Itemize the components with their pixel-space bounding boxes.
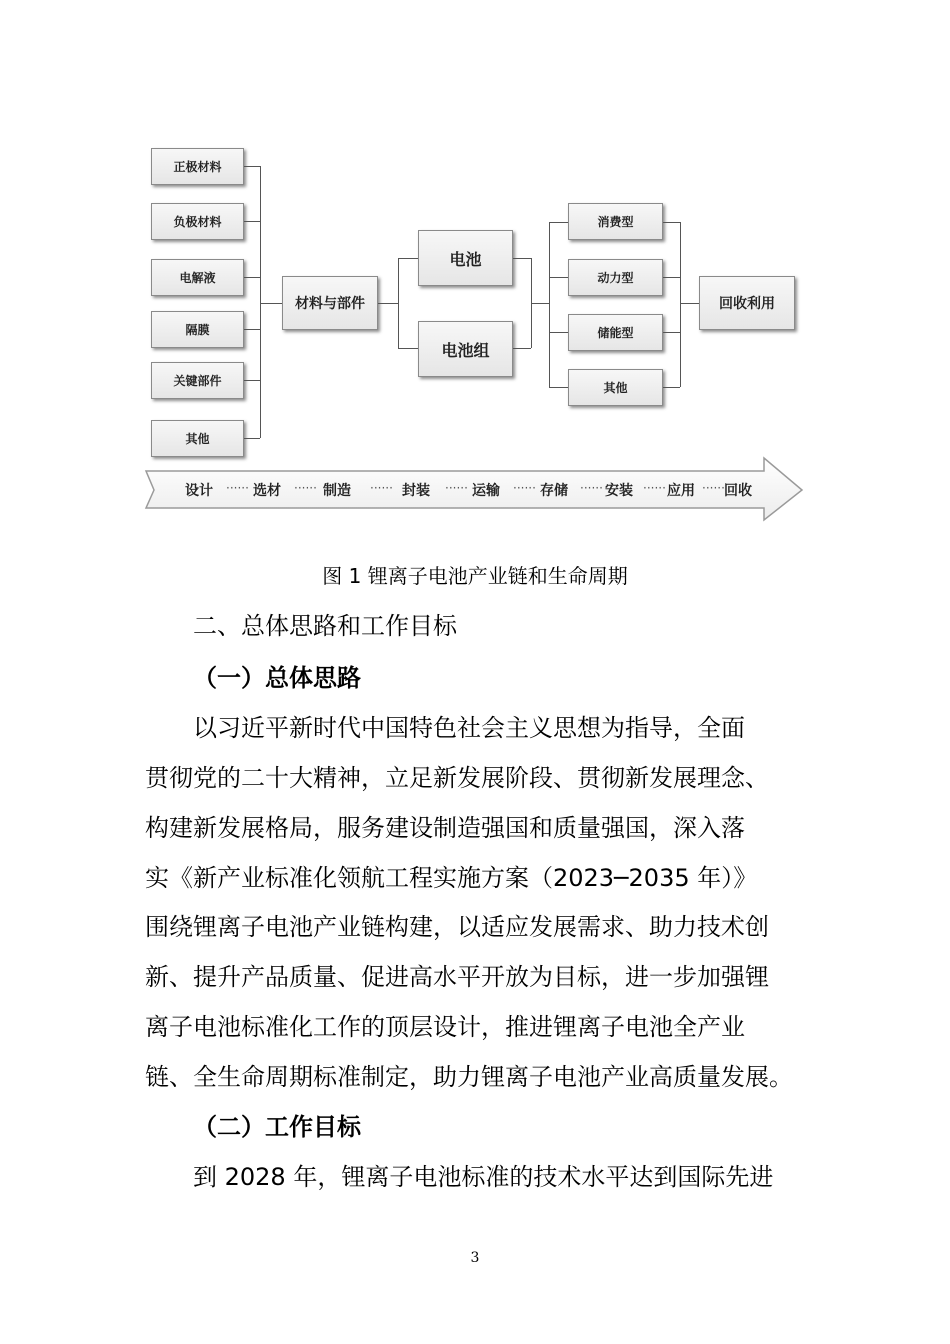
subsection-heading: （二）工作目标 — [193, 1113, 361, 1141]
battery-pack-node: 电池组 — [418, 321, 513, 377]
subsection-heading: （一）总体思路 — [193, 664, 361, 692]
paragraph-line: 新、提升产品质量、促进高水平开放为目标，进一步加强锂 — [145, 963, 769, 991]
material-node: 正极材料 — [151, 148, 244, 185]
connector — [398, 348, 418, 349]
application-node: 动力型 — [568, 259, 663, 296]
material-node: 关键部件 — [151, 362, 244, 399]
connector — [680, 303, 699, 304]
connector — [663, 277, 680, 278]
connector — [549, 387, 568, 388]
connector — [244, 277, 260, 278]
material-node: 其他 — [151, 420, 244, 457]
lifecycle-stage: 封装 — [402, 483, 430, 499]
material-node: 隔膜 — [151, 311, 244, 348]
industry-chain-diagram — [140, 140, 810, 525]
connector — [513, 258, 531, 259]
lifecycle-stage: 存储 — [540, 483, 568, 499]
lifecycle-stage: 制造 — [323, 483, 351, 499]
recycle-node: 回收利用 — [699, 276, 795, 330]
connector — [513, 348, 531, 349]
dotted-separator: ······ — [513, 481, 536, 495]
application-node: 消费型 — [568, 203, 663, 240]
connector — [549, 222, 568, 223]
application-node: 其他 — [568, 369, 663, 406]
connector — [244, 329, 260, 330]
connector — [244, 438, 260, 439]
dotted-separator: ······ — [445, 481, 468, 495]
battery-node: 电池 — [418, 230, 513, 286]
lifecycle-stage: 运输 — [472, 483, 500, 499]
material-node: 负极材料 — [151, 203, 244, 240]
connector — [260, 166, 261, 438]
lifecycle-stage: 设计 — [185, 483, 213, 499]
connector — [244, 380, 260, 381]
paragraph-line: 到 2028 年，锂离子电池标准的技术水平达到国际先进 — [193, 1163, 774, 1191]
lifecycle-stage: 回收 — [724, 483, 752, 499]
paragraph-line: 围绕锂离子电池产业链构建，以适应发展需求、助力技术创 — [145, 913, 769, 941]
dotted-separator: ······ — [580, 481, 603, 495]
paragraph-line: 贯彻党的二十大精神，立足新发展阶段、贯彻新发展理念、 — [145, 764, 769, 792]
connector — [378, 303, 398, 304]
dotted-separator: ······ — [226, 481, 249, 495]
connector — [663, 332, 680, 333]
paragraph-line: 离子电池标准化工作的顶层设计，推进锂离子电池全产业 — [145, 1013, 745, 1041]
figure-caption: 图 1 锂离子电池产业链和生命周期 — [322, 564, 628, 588]
paragraph-line: 链、全生命周期标准制定，助力锂离子电池产业高质量发展。 — [145, 1063, 793, 1091]
connector — [244, 166, 260, 167]
lifecycle-stage: 安装 — [605, 483, 633, 499]
connector — [531, 303, 549, 304]
connector — [244, 221, 260, 222]
connector — [398, 258, 399, 348]
lifecycle-stage: 应用 — [667, 483, 695, 499]
page-number: 3 — [470, 1250, 480, 1266]
dotted-separator: ······ — [643, 481, 666, 495]
connector — [549, 222, 550, 387]
connector — [663, 222, 680, 223]
connector — [663, 387, 680, 388]
paragraph-line: 实《新产业标准化领航工程实施方案（2023─2035 年）》 — [145, 864, 758, 892]
paragraph-line: 构建新发展格局，服务建设制造强国和质量强国，深入落 — [145, 814, 745, 842]
hub-node: 材料与部件 — [282, 276, 378, 330]
dotted-separator: ······ — [702, 481, 725, 495]
dotted-separator: ······ — [294, 481, 317, 495]
connector — [549, 332, 568, 333]
application-node: 储能型 — [568, 314, 663, 351]
dotted-separator: ······ — [370, 481, 393, 495]
lifecycle-stage: 选材 — [253, 483, 281, 499]
material-node: 电解液 — [151, 259, 244, 296]
section-heading: 二、总体思路和工作目标 — [193, 612, 457, 640]
connector — [398, 258, 418, 259]
connector — [549, 277, 568, 278]
paragraph-line: 以习近平新时代中国特色社会主义思想为指导，全面 — [193, 714, 745, 742]
connector — [680, 222, 681, 387]
connector — [260, 303, 282, 304]
